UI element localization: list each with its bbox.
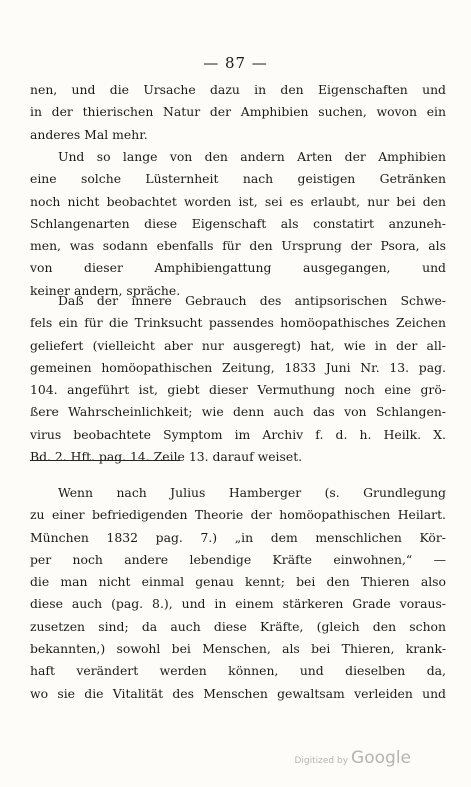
text-line: ßere Wahrscheinlichkeit; wie denn auch das von Schlangen-: [30, 404, 446, 420]
text-line: wo sie die Vitalität des Menschen gewaltsam verleiden und: [30, 685, 446, 701]
page-number: — 87 —: [203, 54, 268, 72]
text-line: in der thierischen Natur der Amphibien suchen, wovon ein: [30, 104, 446, 120]
text-line: zusetzen sind; da auch diese Kräfte, (gleich den schon: [30, 618, 446, 634]
text-line: Schlangenarten diese Eigenschaft als constatirt anzuneh-: [30, 215, 446, 231]
paragraph-amphibien: [30, 146, 446, 302]
text-line: München 1832 pag. 7.) „in dem menschlichen Kör-: [30, 529, 446, 545]
text-line: zu einer befriedigenden Theorie der homöopathischen Heilart.: [30, 507, 446, 523]
text-line: fels ein für die Trinksucht passendes homöopathisches Zeichen: [30, 315, 446, 331]
text-line: geliefert (vielleicht aber nur ausgeregt) hat, wie in der all-: [30, 337, 446, 353]
paragraph-schwefel: [30, 290, 446, 468]
text-line: haft verändert werden können, und dieselben da,: [30, 663, 446, 679]
text-line: Wenn nach Julius Hamberger (s. Grundlegung: [58, 485, 446, 500]
text-line: die man nicht einmal genau kennt; bei den Thieren also: [30, 574, 446, 590]
text-line: virus beobachtete Symptom im Archiv f. d. h. Heilk. X.: [30, 426, 446, 442]
text-line: Daß der innere Gebrauch des antipsorischen Schwe-: [58, 293, 446, 308]
digitized-watermark: [294, 748, 411, 768]
text-line: bekannten,) sowohl bei Menschen, als bei Thieren, krank-: [30, 641, 446, 657]
watermark-caption: Digitized by: [294, 756, 349, 766]
text-line: Bd. 2. Hft. pag. 14. Zeile 13. darauf weiset.: [30, 449, 303, 465]
footnote-hamberger: [30, 482, 446, 705]
text-line: eine solche Lüsternheit nach geistigen Getränken: [30, 171, 446, 187]
text-line: von dieser Amphibiengattung ausgegangen, und: [30, 260, 446, 276]
text-line: noch nicht beobachtet worden ist, sei es erlaubt, nur bei den: [30, 193, 446, 209]
google-logo: Google: [351, 748, 411, 768]
text-line: keiner andern, spräche.: [30, 282, 181, 298]
text-line: per noch andere lebendige Kräfte einwohnen,“ —: [30, 551, 446, 567]
text-line: anderes Mal mehr.: [30, 126, 148, 142]
text-line: diese auch (pag. 8.), und in einem stärkeren Grade voraus-: [30, 596, 446, 612]
text-line: 104. angeführt ist, giebt dieser Vermuthung noch eine grö-: [30, 382, 446, 398]
text-line: gemeinen homöopathischen Zeitung, 1833 Juni Nr. 13. pag.: [30, 359, 446, 375]
paragraph-continuation: [30, 79, 446, 146]
text-line: men, was sodann ebenfalls für den Ursprung der Psora, als: [30, 238, 446, 254]
text-line: Und so lange von den andern Arten der Amphibien: [58, 149, 446, 164]
text-line: nen, und die Ursache dazu in den Eigenschaften und: [30, 82, 446, 97]
footnote-divider: [30, 460, 180, 461]
